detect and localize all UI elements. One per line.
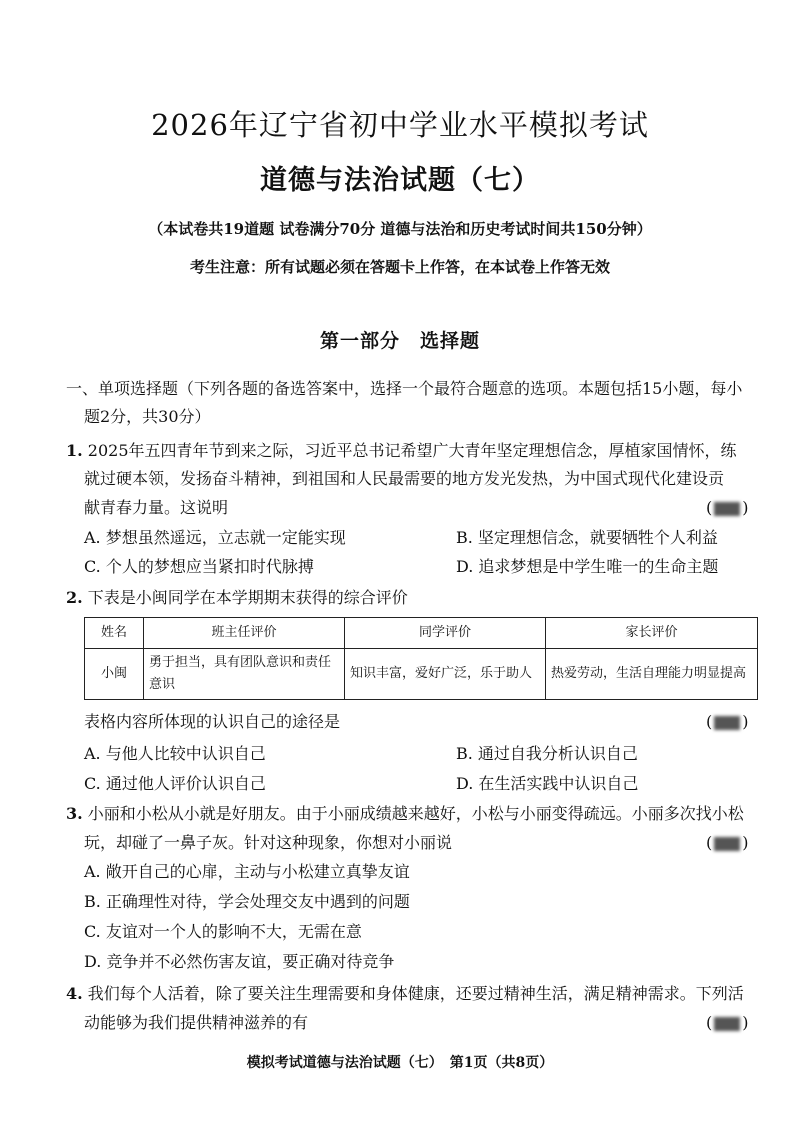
evaluation-table <box>84 617 758 700</box>
table-header-cell: 姓名 <box>85 618 144 649</box>
q2-option-c: C. 通过他人评价认识自己 <box>84 774 266 793</box>
q3-option-b: B. 正确理性对待，学会处理交友中遇到的问题 <box>84 892 410 911</box>
exam-notice: 考生注意：所有试题必须在答题卡上作答，在本试卷上作答无效 <box>189 258 610 276</box>
question-4-text-1: 我们每个人活着，除了要关注生理需要和身体健康，还要过精神生活，满足精神需求。下列活 <box>87 984 744 1003</box>
q1-option-b: B. 坚定理想信念，就要牺牲个人利益 <box>456 528 718 547</box>
page-footer: 模拟考试道德与法治试题（七） 第1页（共8页） <box>246 1055 554 1071</box>
question-1-line2: 就过硬本领，发扬奋斗精神，到祖国和人民最需要的地方发光发热，为中国式现代化建设贡 <box>84 469 725 488</box>
q1-option-a: A. 梦想虽然遥远，立志就一定能实现 <box>84 528 346 547</box>
question-1-line1 <box>66 437 766 465</box>
answer-bracket-4: ( ) <box>706 1013 749 1032</box>
table-cell: 勇于担当，具有团队意识和责任意识 <box>144 649 345 700</box>
q3-option-a: A. 敞开自己的心扉，主动与小松建立真挚友谊 <box>84 862 410 881</box>
table-cell: 知识丰富，爱好广泛，乐于助人 <box>345 649 546 700</box>
question-3-number: 3. <box>66 804 83 823</box>
answer-bracket-3: ( ) <box>706 833 749 852</box>
question-3-line2: 玩，却碰了一鼻子灰。针对这种现象，你想对小丽说 <box>84 833 453 852</box>
q2-option-d: D. 在生活实践中认识自己 <box>456 774 639 793</box>
table-header-row <box>85 618 758 649</box>
question-4-line1 <box>66 980 766 1008</box>
table-header-cell: 班主任评价 <box>144 618 345 649</box>
answer-bracket-1: ( ) <box>706 498 749 517</box>
question-4-line2: 动能够为我们提供精神滋养的有 <box>84 1013 309 1032</box>
question-2-text-1: 下表是小闽同学在本学期期末获得的综合评价 <box>87 588 408 607</box>
question-2-prompt: 表格内容所体现的认识自己的途径是 <box>84 712 341 731</box>
q2-option-a: A. 与他人比较中认识自己 <box>84 744 266 763</box>
table-row <box>85 649 758 700</box>
question-1-text-1: 2025年五四青年节到来之际，习近平总书记希望广大青年坚定理想信念，厚植家国情怀，练 <box>87 441 737 460</box>
exam-subtitle: 道德与法治试题（七） <box>260 165 540 196</box>
exam-info: （本试卷共19道题 试卷满分70分 道德与法治和历史考试时间共150分钟） <box>148 220 652 238</box>
question-1-line3: 献青春力量。这说明 <box>84 498 229 517</box>
table-cell: 热爱劳动，生活自理能力明显提高 <box>546 649 758 700</box>
question-3-line1 <box>66 800 766 828</box>
table-cell: 小闽 <box>85 649 144 700</box>
q3-option-d: D. 竞争并不必然伤害友谊，要正确对待竞争 <box>84 952 395 971</box>
q1-option-c: C. 个人的梦想应当紧扣时代脉搏 <box>84 557 314 576</box>
question-4-number: 4. <box>66 984 83 1003</box>
question-3-text-1: 小丽和小松从小就是好朋友。由于小丽成绩越来越好，小松与小丽变得疏远。小丽多次找小松 <box>87 804 744 823</box>
question-2-number: 2. <box>66 588 83 607</box>
section-instruction-line1: 一、单项选择题（下列各题的备选答案中，选择一个最符合题意的选项。本题包括15小题，每小 <box>66 379 743 398</box>
q3-option-c: C. 友谊对一个人的影响不大，无需在意 <box>84 922 362 941</box>
table-header-cell: 家长评价 <box>546 618 758 649</box>
q1-option-d: D. 追求梦想是中学生唯一的生命主题 <box>456 557 719 576</box>
question-1-number: 1. <box>66 441 83 460</box>
question-2-line1 <box>66 584 766 612</box>
part-heading: 第一部分 选择题 <box>319 330 480 352</box>
q2-option-b: B. 通过自我分析认识自己 <box>456 744 638 763</box>
section-instruction-line2: 题2分，共30分） <box>84 407 211 426</box>
table-header-cell: 同学评价 <box>345 618 546 649</box>
answer-bracket-2: ( ) <box>706 712 749 731</box>
exam-title: 2026年辽宁省初中学业水平模拟考试 <box>151 108 649 142</box>
